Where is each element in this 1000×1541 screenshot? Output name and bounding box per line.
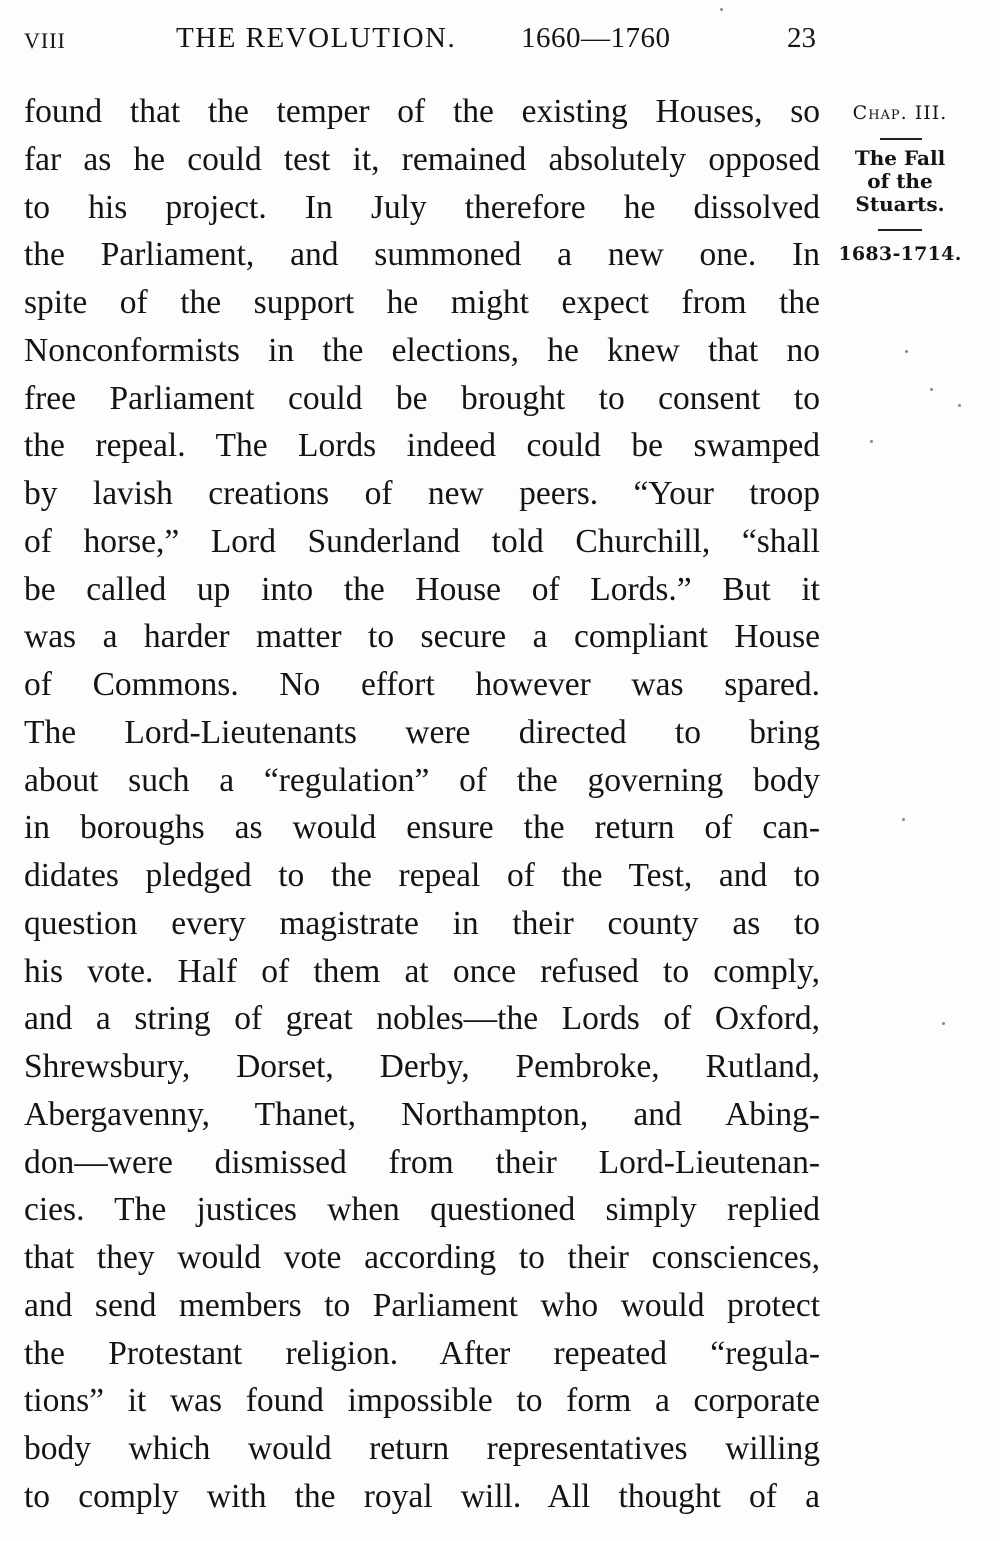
text-line: of Commons. No effort however was spared. (24, 666, 820, 703)
sidenote-dates: 1683-1714. (838, 243, 962, 265)
sidenote-divider (878, 229, 922, 231)
text-line: spite of the support he might expect from the (24, 284, 820, 321)
sidenote-topic (836, 147, 964, 216)
period-years: 1660—1760 (521, 22, 671, 54)
scan-speck (930, 388, 933, 391)
text-line: Nonconformists in the elections, he knew that no (24, 331, 820, 369)
sidenote-chapter: Chap. III. (852, 102, 948, 124)
scan-speck (942, 1022, 945, 1025)
text-line: by lavish creations of new peers. “Your troop (24, 475, 820, 512)
text-line: question every magistrate in their county as to (24, 904, 820, 942)
text-line: Abergavenny, Thanet, Northampton, and Abing- (24, 1095, 820, 1133)
section-number: VIII (24, 28, 66, 53)
text-line: his vote. Half of them at once refused to comply, (24, 952, 820, 990)
text-line: tions” it was found impossible to form a corporate (24, 1382, 820, 1420)
text-line: be called up into the House of Lords.” But it (24, 570, 820, 608)
text-line: of horse,” Lord Sunderland told Churchill, “shall (24, 522, 820, 560)
text-line: The Lord-Lieutenants were directed to bring (24, 713, 820, 751)
text-line: and send members to Parliament who would protect (24, 1286, 820, 1324)
text-line: about such a “regulation” of the governing body (24, 761, 820, 799)
text-line: and a string of great nobles—the Lords of Oxford, (24, 1000, 820, 1038)
scan-speck (720, 8, 723, 11)
running-title: THE REVOLUTION. (176, 22, 457, 54)
text-line: didates pledged to the repeal of the Test, and to (24, 857, 820, 894)
text-line: the repeal. The Lords indeed could be swamped (24, 427, 820, 465)
sidenote-topic-line: The Fall (854, 146, 946, 170)
text-line: found that the temper of the existing Houses, so (24, 93, 820, 130)
text-line: cies. The justices when questioned simply replied (24, 1191, 820, 1229)
scan-speck (902, 818, 905, 821)
text-line: to comply with the royal will. All thought of a (24, 1477, 820, 1515)
running-header (24, 22, 824, 56)
text-line: was a harder matter to secure a compliant House (24, 618, 820, 656)
text-line: the Protestant religion. After repeated “regula- (24, 1334, 820, 1372)
sidenote-divider (880, 138, 922, 140)
text-line: in boroughs as would ensure the return of can- (24, 809, 820, 847)
text-line: the Parliament, and summoned a new one. In (24, 236, 820, 274)
page-number: 23 (787, 22, 816, 54)
sidenote-topic-line: of the (867, 169, 933, 193)
text-line: free Parliament could be brought to consent to (24, 379, 820, 417)
text-line: don—were dismissed from their Lord-Lieutenan- (24, 1143, 820, 1181)
text-line: to his project. In July therefore he dissolved (24, 188, 820, 226)
sidenote-topic-line: Stuarts. (855, 192, 945, 216)
text-line: Shrewsbury, Dorset, Derby, Pembroke, Rutland, (24, 1048, 820, 1085)
body-text (24, 88, 820, 1521)
scan-speck (958, 404, 961, 407)
scan-speck (905, 350, 908, 353)
text-line: body which would return representatives willing (24, 1430, 820, 1467)
text-line: that they would vote according to their consciences, (24, 1239, 820, 1276)
scan-speck (870, 440, 873, 443)
text-line: far as he could test it, remained absolutely opposed (24, 140, 820, 178)
